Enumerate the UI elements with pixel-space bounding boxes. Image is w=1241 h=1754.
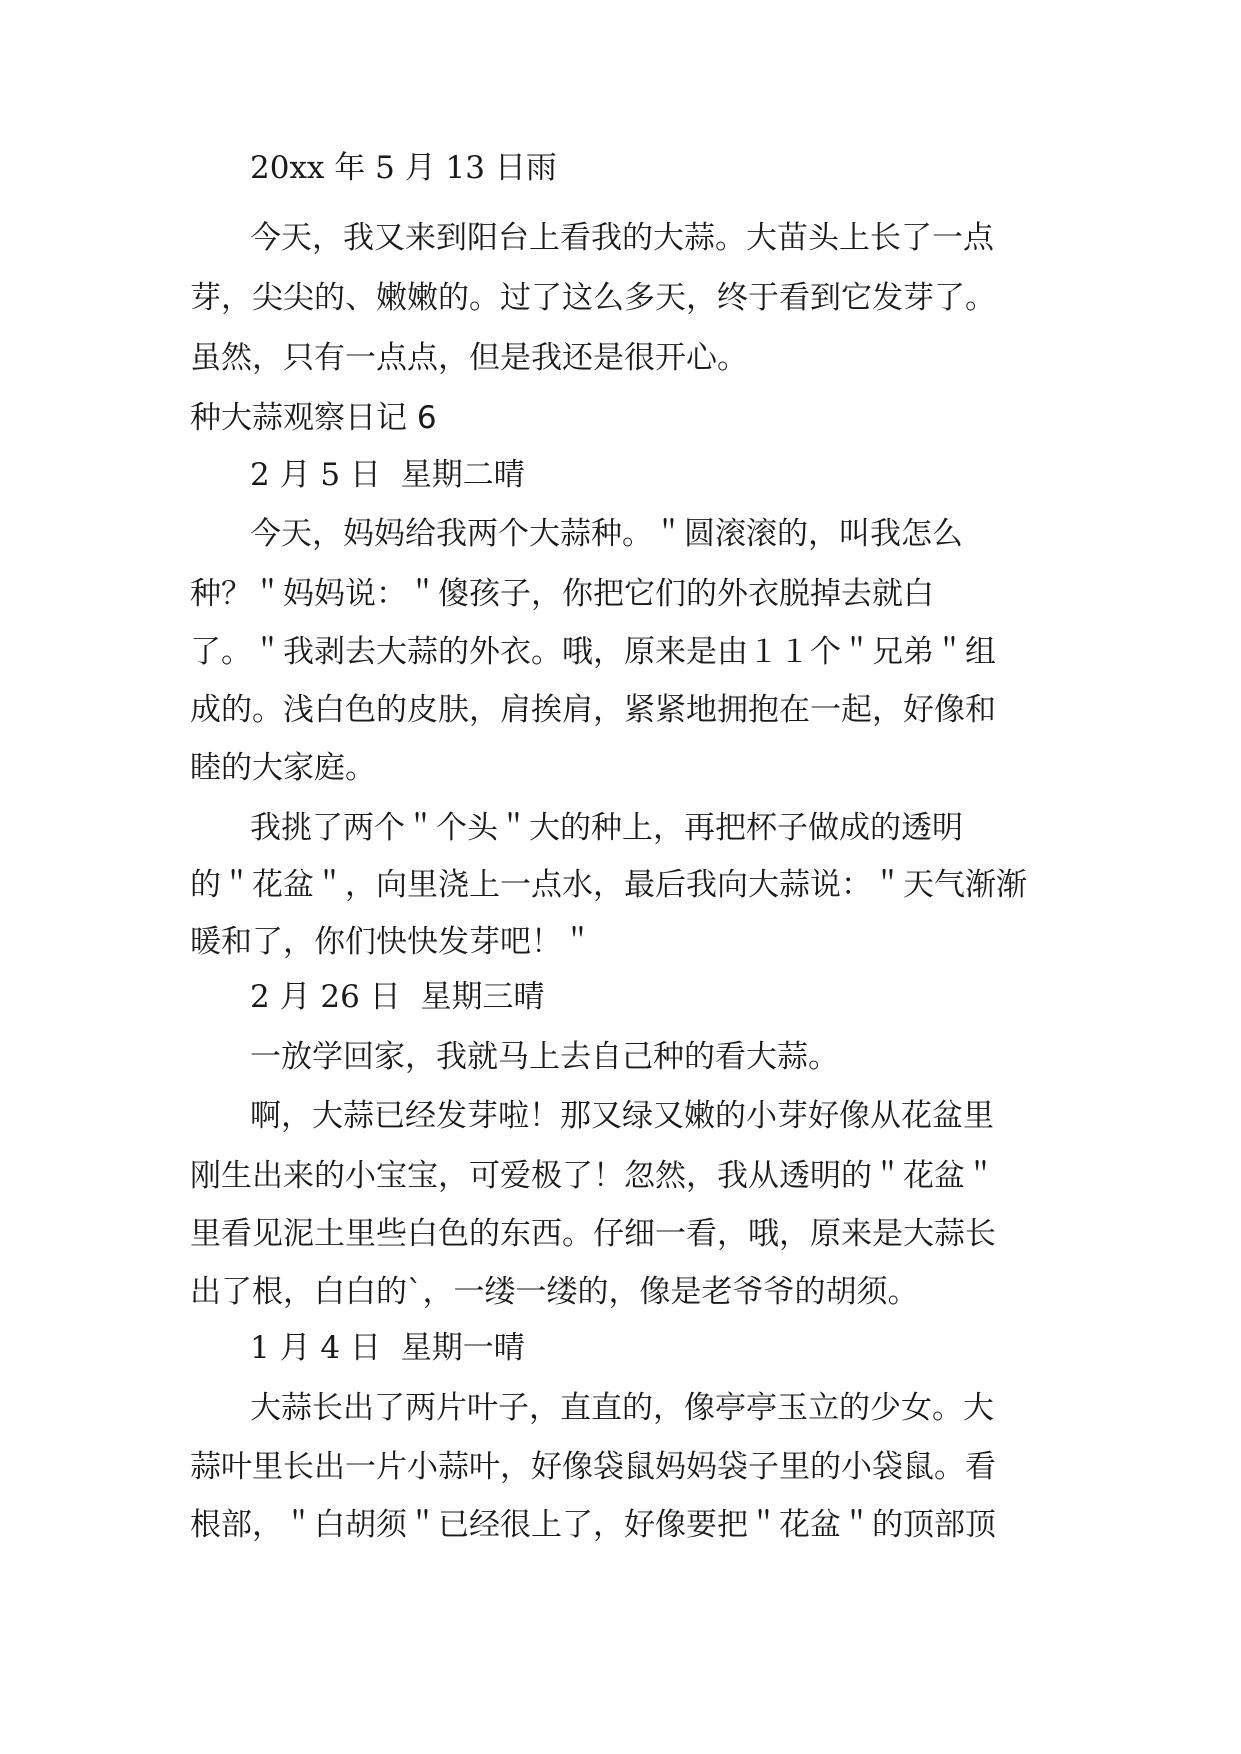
- paragraph-line: 刚生出来的小宝宝，可爱极了！忽然，我从透明的＂花盆＂: [190, 1158, 996, 1194]
- paragraph-line: 出了根，白白的`，一缕一缕的，像是老爷爷的胡须。: [190, 1274, 919, 1310]
- paragraph-line: 睦的大家庭。: [190, 750, 376, 786]
- paragraph-line: 成的。浅白色的皮肤，肩挨肩，紧紧地拥抱在一起，好像和: [190, 692, 996, 728]
- paragraph-line: 蒜叶里长出一片小蒜叶，好像袋鼠妈妈袋子里的小袋鼠。看: [190, 1449, 996, 1485]
- paragraph-line: 根部，＂白胡须＂已经很上了，好像要把＂花盆＂的顶部顶: [190, 1507, 996, 1543]
- paragraph-line: 大蒜长出了两片叶子，直直的，像亭亭玉立的少女。大: [250, 1390, 994, 1426]
- paragraph-line: 芽，尖尖的、嫩嫩的。过了这么多天，终于看到它发芽了。: [190, 280, 996, 316]
- paragraph-line: 的＂花盆＂，向里浇上一点水，最后我向大蒜说：＂天气渐渐: [190, 867, 1027, 903]
- diary-date-line: 1 月 4 日 星期一晴: [250, 1330, 525, 1366]
- paragraph-line: 暖和了，你们快快发芽吧！＂: [190, 924, 593, 960]
- paragraph-line: 我挑了两个＂个头＂大的种上，再把杯子做成的透明: [250, 810, 963, 846]
- section-title: 种大蒜观察日记 6: [190, 400, 437, 436]
- paragraph-line: 一放学回家，我就马上去自己种的看大蒜。: [250, 1039, 839, 1075]
- paragraph-line: 今天，妈妈给我两个大蒜种。＂圆滚滚的，叫我怎么: [250, 516, 963, 552]
- paragraph-line: 今天，我又来到阳台上看我的大蒜。大苗头上长了一点: [250, 220, 994, 256]
- diary-date-line: 20xx 年 5 月 13 日雨: [250, 150, 557, 186]
- paragraph-line: 了。＂我剥去大蒜的外衣。哦，原来是由１１个＂兄弟＂组: [190, 634, 996, 670]
- diary-date-line: 2 月 5 日 星期二晴: [250, 457, 525, 493]
- diary-date-line: 2 月 26 日 星期三晴: [250, 979, 545, 1015]
- paragraph-line: 虽然，只有一点点，但是我还是很开心。: [190, 340, 748, 376]
- paragraph-line: 啊，大蒜已经发芽啦！那又绿又嫩的小芽好像从花盆里: [250, 1098, 994, 1134]
- paragraph-line: 种？＂妈妈说：＂傻孩子，你把它们的外衣脱掉去就白: [190, 576, 934, 612]
- paragraph-line: 里看见泥土里些白色的东西。仔细一看，哦，原来是大蒜长: [190, 1216, 996, 1252]
